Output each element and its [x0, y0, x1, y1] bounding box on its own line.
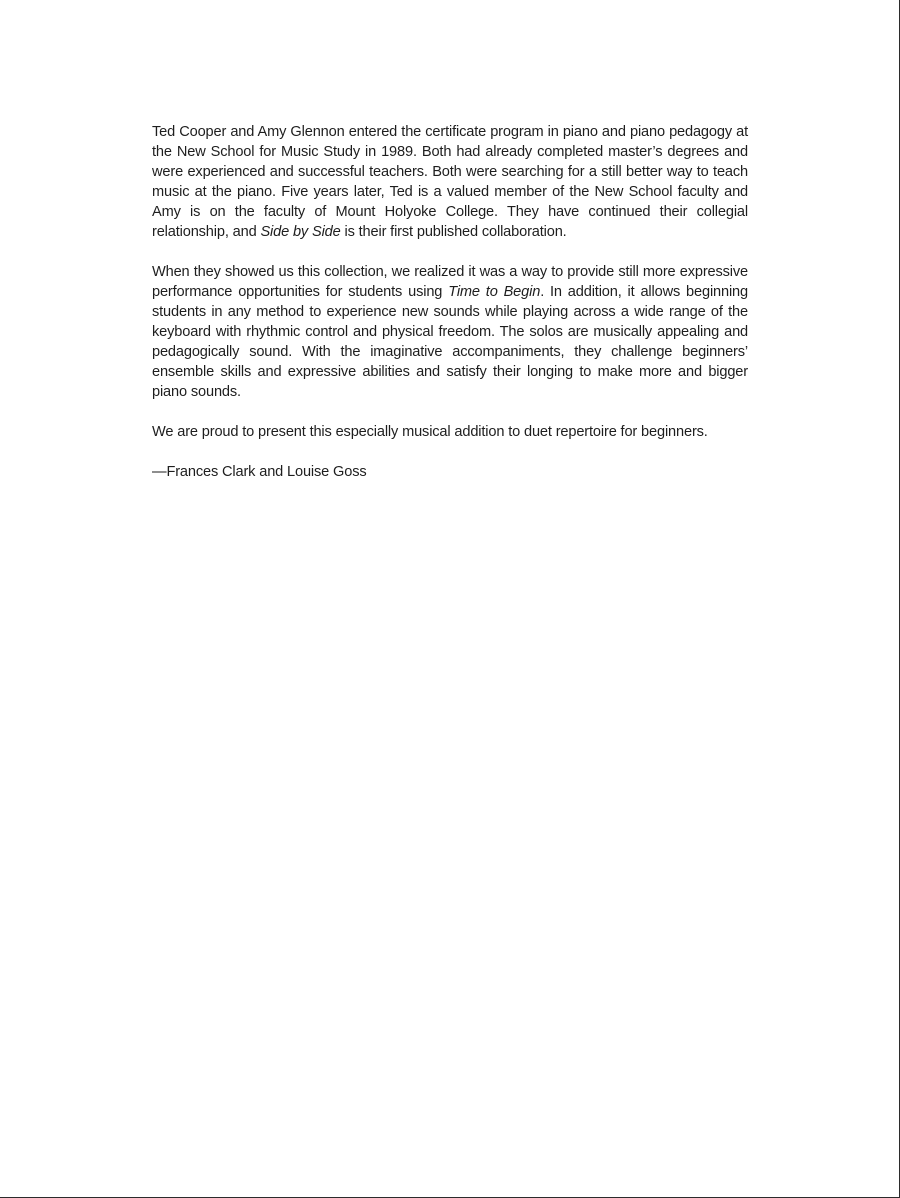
- text-run: When they showed us this collection, we realized it was a way to provide still more expressive performance opportunities for students using: [152, 264, 748, 300]
- title-time-to-begin: Time to Begin: [448, 284, 541, 300]
- paragraph-collection: [152, 262, 748, 402]
- text-run: We are proud to present this especially musical addition to duet repertoire for beginners.: [152, 424, 708, 440]
- paragraph-presentation: [152, 422, 748, 442]
- text-run: . In addition, it allows beginning students in any method to experience new sounds while playing across a wide range of the keyboard with rhythmic control and physical freedom. The solos are musically appealing and pedagogically sound. With the imaginative accompaniments, they challenge beginners’ ensemble skills and expressive abilities and satisfy their longing to make more and bigger piano sounds.: [152, 284, 748, 400]
- title-side-by-side: Side by Side: [260, 224, 341, 240]
- signature: —Frances Clark and Louise Goss: [152, 464, 367, 480]
- preface-text: [152, 122, 748, 482]
- text-run: is their first published collaboration.: [340, 224, 567, 240]
- paragraph-authors: [152, 122, 748, 242]
- text-run: Ted Cooper and Amy Glennon entered the certificate program in piano and piano pedagogy at the New School for Music Study in 1989. Both had already completed master’s degrees and were experienced and successful teachers. Both were searching for a still better way to teach music at the piano. Five years later, Ted is a valued member of the New School faculty and Amy is on the faculty of Mount Holyoke College. They have continued their collegial relationship, and: [152, 124, 748, 240]
